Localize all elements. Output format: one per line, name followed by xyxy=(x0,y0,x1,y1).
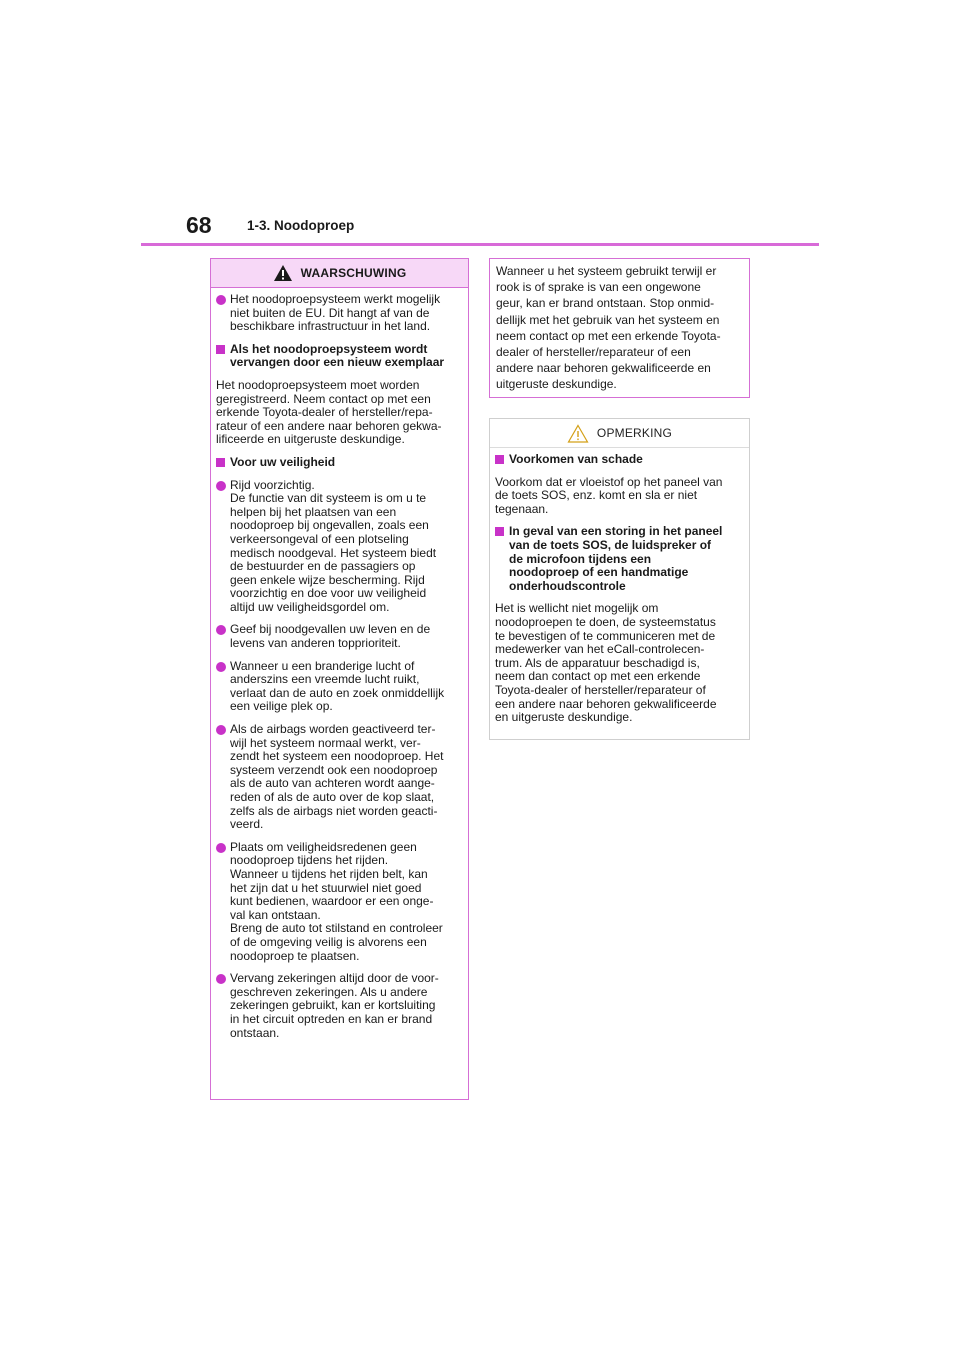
paragraph: Het noodoproepsysteem moet worden geregistreerd. Neem contact op met een erkende Toyota-dealer of hersteller/repa- rateur of een andere naar behoren gekwa- lificeerde en uitgeruste deskundige. xyxy=(216,377,442,447)
bullet-item xyxy=(216,623,462,650)
note-header xyxy=(490,419,749,448)
paragraph: Voorkom dat er vloeistof op het paneel van de toets SOS, enz. komt en sla er niet tegenaan. xyxy=(495,474,723,516)
section-heading xyxy=(495,525,743,593)
round-bullet-icon xyxy=(216,974,226,984)
note-box xyxy=(489,418,750,740)
section-heading xyxy=(216,456,462,470)
warning-box xyxy=(210,258,469,1100)
heading-text: Voorkomen van schade xyxy=(509,452,643,466)
bullet-text: Wanneer u een branderige lucht of anderszins een vreemde lucht ruikt, verlaat dan de auto en zoek onmiddellijk een veilige plek op. xyxy=(230,658,445,714)
round-bullet-icon xyxy=(216,662,226,672)
warning-continuation-box xyxy=(489,258,750,398)
square-bullet-icon xyxy=(495,527,504,536)
square-bullet-icon xyxy=(495,455,504,464)
section-title: 1-3. Noodoproep xyxy=(247,218,355,233)
heading-text: In geval van een storing in het paneel van de toets SOS, de luidspreker of de microfoon tijdens een noodoproep of een handmatige onderhoudscontrole xyxy=(509,524,723,593)
warning-header xyxy=(211,259,468,288)
warning-title: WAARSCHUWING xyxy=(300,266,407,280)
bullet-item xyxy=(216,841,462,963)
round-bullet-icon xyxy=(216,725,226,735)
section-heading xyxy=(495,453,743,467)
bullet-item xyxy=(216,723,462,832)
bullet-item xyxy=(216,660,462,714)
heading-text: Als het noodoproepsysteem wordt vervangen door een nieuw exemplaar xyxy=(230,341,445,370)
caution-triangle-icon xyxy=(567,424,589,443)
bullet-text: Geef bij noodgevallen uw leven en de levens van anderen topprioriteit. xyxy=(230,622,431,651)
square-bullet-icon xyxy=(216,345,225,354)
bullet-item xyxy=(216,972,462,1040)
bullet-item xyxy=(216,293,462,334)
bullet-item xyxy=(216,479,462,615)
round-bullet-icon xyxy=(216,481,226,491)
section-heading xyxy=(216,343,462,370)
bullet-text: Vervang zekeringen altijd door de voor- geschreven zekeringen. Als u andere zekeringen gebruikt, kan er kortsluiting in het circuit optreden en kan er brand ontstaan. xyxy=(230,971,439,1040)
round-bullet-icon xyxy=(216,295,226,305)
bullet-text: Het noodoproepsysteem werkt mogelijk niet buiten de EU. Dit hangt af van de beschikbare infrastructuur in het land. xyxy=(230,292,441,334)
round-bullet-icon xyxy=(216,625,226,635)
bullet-text: Rijd voorzichtig. De functie van dit systeem is om u te helpen bij het plaatsen van een noodoproep bij ongevallen, zoals een verkeersongeval of een plotseling medisch noodgeval. Het systeem biedt de bestuurder en de passagiers op geen enkele wijze bescherming. Rijd voorzichtig en doe voor uw veiligheid altijd uw veiligheidsgordel om. xyxy=(230,477,437,614)
note-title: OPMERKING xyxy=(596,426,673,440)
page-number: 68 xyxy=(186,212,212,238)
square-bullet-icon xyxy=(216,458,225,467)
round-bullet-icon xyxy=(216,843,226,853)
heading-text: Voor uw veiligheid xyxy=(230,454,336,469)
warning-body xyxy=(211,288,468,1040)
bullet-text: Als de airbags worden geactiveerd ter- wijl het systeem normaal werkt, ver- zendt het systeem een noodoproep. Het systeem verzendt ook een noodoproep als de auto van achteren wordt aange- reden of als de auto over de kop slaat, zelfs als de airbags niet worden geacti- veerd. xyxy=(230,722,444,832)
paragraph: Het is wellicht niet mogelijk om noodoproepen te doen, de systeemstatus te bevestigen of te communiceren met de medewerker van het eCall-controlecen- trum. Als de apparatuur beschadigd is, neem dan contact op met een erkende Toyota-dealer of hersteller/reparateur of een andere naar behoren gekwalificeerde en uitgeruste deskundige. xyxy=(495,601,717,725)
warning-continuation-text: Wanneer u het systeem gebruikt terwijl er rook is of sprake is van een ongewone geur, kan er brand ontstaan. Stop onmid- dellijk met het gebruik van het systeem en neem contact op met een erkende Toyota- dealer of hersteller/reparateur of een andere naar behoren gekwalificeerde en uitgeruste deskundige. xyxy=(496,264,721,392)
warning-triangle-icon xyxy=(273,264,293,282)
header-rule xyxy=(141,243,819,246)
bullet-text: Plaats om veiligheidsredenen geen noodoproep tijdens het rijden. Wanneer u tijdens het rijden belt, kan het zijn dat u het stuurwiel niet goed kunt bedienen, waardoor er een onge- val kan ontstaan. Breng de auto tot stilstand en controleer of de omgeving veilig is alvorens een noodoproep te plaatsen. xyxy=(230,839,443,963)
note-body xyxy=(490,448,749,725)
